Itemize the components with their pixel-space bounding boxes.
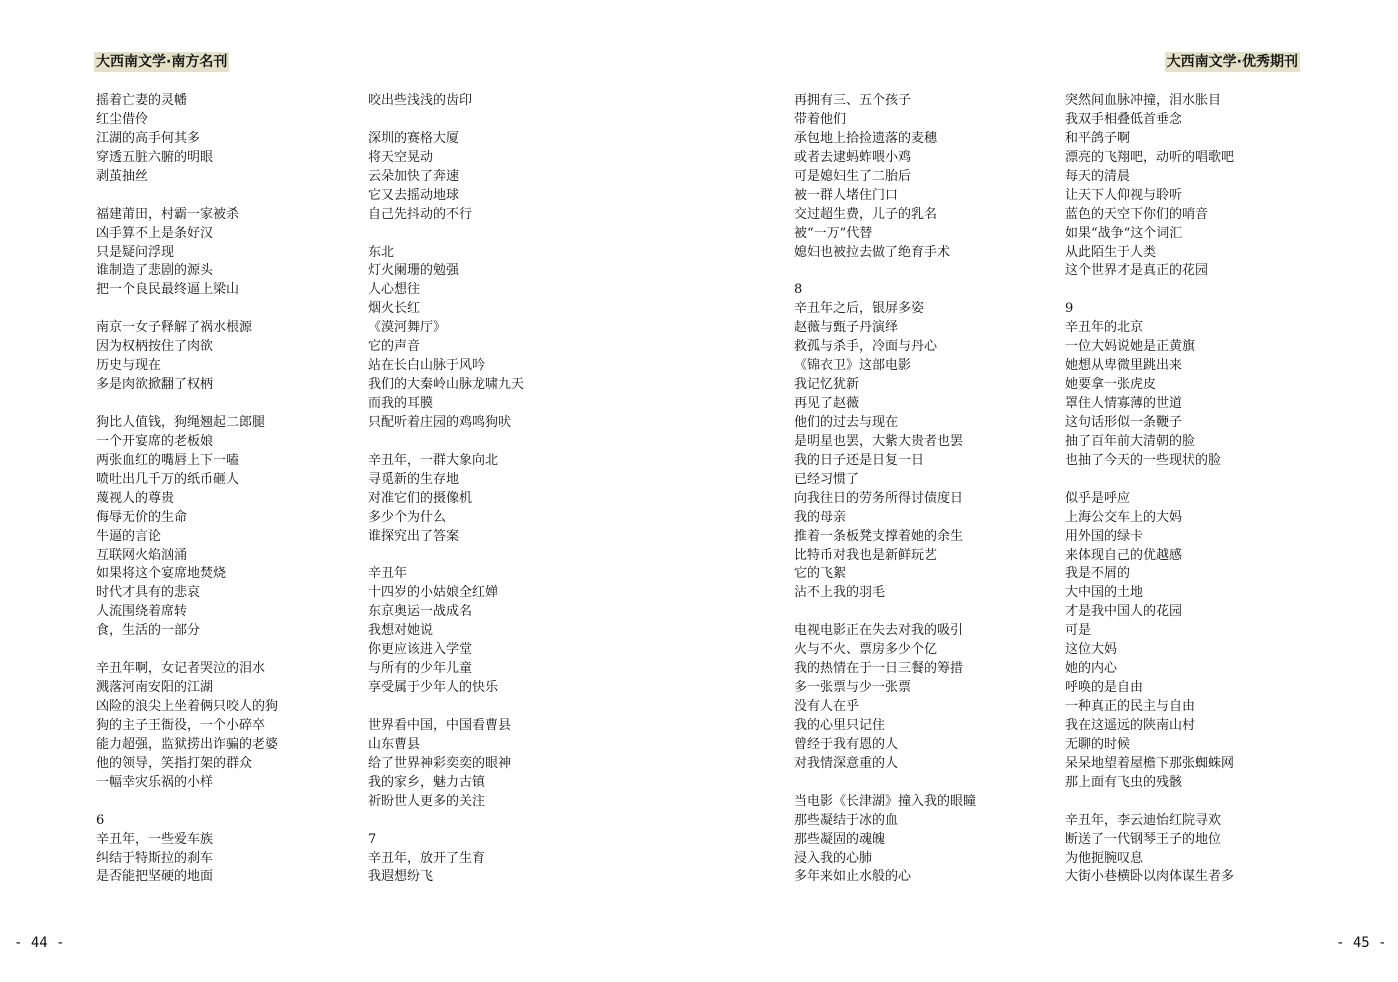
poem-line: 只配听着庄园的鸡鸣狗吠	[368, 414, 512, 430]
poem-line: 呆呆地望着屋檐下那张蜘蛛网	[1065, 755, 1235, 771]
poem-line: 我是不屑的	[1065, 566, 1131, 582]
poem-line: 那些凝结于冰的血	[794, 812, 899, 828]
poem-line: 江湖的高手何其多	[96, 130, 201, 146]
stanza-break	[96, 641, 366, 660]
poem-line: 多少个为什么	[368, 509, 447, 525]
poem-line: 已经习惯了	[794, 471, 860, 487]
poem-line: 和平鸽子啊	[1065, 130, 1131, 146]
poem-line: 我在这遥远的陕南山村	[1065, 717, 1196, 733]
poem-line: 辛丑年之后，银屏多姿	[794, 301, 925, 317]
poem-line: 云朵加快了奔速	[368, 168, 460, 184]
poem-line: 蓝色的天空下你们的哨音	[1065, 206, 1209, 222]
poem-line: 它的飞絮	[794, 566, 847, 582]
poem-line: 她想从卑微里跳出来	[1065, 358, 1183, 374]
poem-line: 那些凝固的魂魄	[794, 831, 886, 847]
poem-line: 人心想往	[368, 282, 421, 298]
poem-line: 它又去摇动地球	[368, 187, 460, 203]
stanza-break	[368, 225, 638, 244]
poem-line: 侮辱无价的生命	[96, 509, 188, 525]
poem-line: 红尘借伶	[96, 111, 149, 127]
poem-line: 蔑视人的尊贵	[96, 490, 175, 506]
poem-line: 无聊的时候	[1065, 736, 1131, 752]
poem-line: 时代才具有的悲哀	[96, 585, 201, 601]
poem-line: 向我往日的劳务所得讨债度日	[794, 490, 964, 506]
poem-line: 我想对她说	[368, 623, 434, 639]
poem-line: 剥茧抽丝	[96, 168, 149, 184]
poem-line: 灯火阑珊的勉强	[368, 263, 460, 279]
poem-line: 才是我中国人的花园	[1065, 604, 1183, 620]
poem-line: 只是疑问浮现	[96, 244, 175, 260]
poem-line: 当电影《长津湖》撞入我的眼瞳	[794, 793, 977, 809]
poem-line: 可是媳妇生了二胎后	[794, 168, 912, 184]
poem-line: 给了世界神彩奕奕的眼神	[368, 755, 512, 771]
poem-line: 让天下人仰视与聆听	[1065, 187, 1183, 203]
poem-line: 凶险的浪尖上坐着俩只咬人的狗	[96, 699, 279, 714]
poem-line: 如果将这个宴席地焚烧	[96, 566, 227, 582]
poem-line: 媳妇也被拉去做了绝育手术	[794, 244, 951, 260]
poem-line: 电视电影正在失去对我的吸引	[794, 623, 964, 639]
poem-line: 享受属于少年人的快乐	[368, 680, 499, 696]
poem-line: 断送了一代钢琴王子的地位	[1065, 831, 1222, 847]
header-right-title: 大西南文学·优秀期刊	[1166, 54, 1298, 70]
poem-line: 祈盼世人更多的关注	[368, 793, 486, 809]
poem-column-4	[1065, 92, 1335, 887]
poem-line: 似乎是呼应	[1065, 490, 1131, 506]
stanza-break	[96, 395, 366, 414]
stanza-break	[368, 547, 638, 566]
poem-line: 大中国的土地	[1065, 585, 1144, 601]
poem-line: 多年来如止水般的心	[794, 869, 912, 885]
poem-line: 福建莆田，村霸一家被杀	[96, 206, 240, 222]
poem-line: 食，生活的一部分	[96, 623, 201, 639]
poem-line: 喷吐出几千万的纸币砸人	[96, 471, 240, 487]
poem-line: 摇着亡妻的灵幡	[96, 93, 188, 108]
poem-line: 我双手相叠低首垂念	[1065, 111, 1183, 127]
stanza-break	[368, 812, 638, 831]
poem-line: 7	[368, 831, 377, 847]
poem-line: 抽了百年前大清朝的脸	[1065, 433, 1196, 449]
poem-line: 站在长白山脉于风吟	[368, 358, 486, 374]
poem-line: 被“一万”代替	[794, 225, 873, 241]
poem-line: 因为权柄按住了肉欲	[96, 339, 214, 355]
poem-column-3	[794, 92, 1064, 887]
page-number-left: - 44 -	[14, 935, 65, 951]
poem-line: 比特币对我也是新鲜玩艺	[794, 547, 938, 563]
stanza-break	[1065, 281, 1335, 300]
poem-line: 她的内心	[1065, 661, 1118, 677]
poem-line: 穿透五脏六腑的明眼	[96, 149, 214, 165]
poem-line: 南京一女子释解了祸水根源	[96, 320, 253, 336]
poem-line: 赵薇与甄子丹演绎	[794, 320, 899, 336]
poem-line: 将天空晃动	[368, 149, 434, 165]
poem-line: 推着一条板凳支撑着她的余生	[794, 528, 964, 544]
poem-line: 漂亮的飞翔吧，动听的唱歌吧	[1065, 149, 1235, 165]
poem-line: 我的母亲	[794, 509, 847, 525]
poem-line: 也抽了今天的一些现状的脸	[1065, 452, 1222, 468]
poem-line: 多是肉欲掀翻了权柄	[96, 377, 214, 393]
stanza-break	[794, 603, 1064, 622]
poem-line: 交过超生费，儿子的乳名	[794, 206, 938, 222]
poem-line: 辛丑年，一些爱车族	[96, 831, 214, 847]
poem-line: 辛丑年的北京	[1065, 320, 1144, 336]
poem-line: 9	[1065, 301, 1074, 317]
header-left-title: 大西南文学·南方名刊	[96, 54, 228, 70]
poem-line: 一种真正的民主与自由	[1065, 699, 1196, 714]
poem-line: 烟火长红	[368, 301, 421, 317]
poem-line: 狗的主子王衙役，一个小碎卒	[96, 717, 266, 733]
poem-line: 一位大妈说她是正黄旗	[1065, 339, 1196, 355]
poem-line: 寻觅新的生存地	[368, 471, 460, 487]
poem-line: 上海公交车上的大妈	[1065, 509, 1183, 525]
poem-line: 谁制造了悲剧的源头	[96, 263, 214, 279]
poem-line: 如果“战争“这个词汇	[1065, 225, 1183, 241]
poem-line: 为他扼腕叹息	[1065, 850, 1144, 866]
poem-line: 来体现自己的优越感	[1065, 547, 1183, 563]
poem-line: 是明星也罢，大紫大贵者也罢	[794, 433, 964, 449]
poem-line: 他的领导，笑指打架的群众	[96, 755, 253, 771]
poem-line: 狗比人值钱，狗绳翘起二郎腿	[96, 414, 266, 430]
poem-line: 我记忆犹新	[794, 377, 860, 393]
stanza-break	[368, 698, 638, 717]
poem-line: 能力超强，监狱捞出诈骗的老婆	[96, 736, 279, 752]
poem-line: 6	[96, 812, 105, 828]
stanza-break	[794, 774, 1064, 793]
stanza-break	[1065, 471, 1335, 490]
poem-line: 我的心里只记住	[794, 717, 886, 733]
poem-line: 而我的耳膜	[368, 396, 434, 411]
poem-line: 或者去逮蚂蚱喂小鸡	[794, 149, 912, 165]
poem-line: 深圳的赛格大厦	[368, 130, 460, 146]
poem-line: 一幅幸灾乐祸的小样	[96, 774, 214, 790]
poem-line: 再见了赵薇	[794, 396, 860, 411]
poem-line: 人流围绕着席转	[96, 604, 188, 620]
poem-line: 辛丑年啊，女记者哭泣的泪水	[96, 661, 266, 677]
poem-line: 《锦衣卫》这部电影	[794, 358, 912, 374]
poem-line: 这句话形似一条鞭子	[1065, 414, 1183, 430]
poem-line: 辛丑年，放开了生育	[368, 850, 486, 866]
poem-line: 东京奥运一战成名	[368, 604, 473, 620]
poem-line: 辛丑年，李云迪怡红院寻欢	[1065, 812, 1222, 828]
poem-line: 被一群人堵住门口	[794, 187, 899, 203]
poem-line: 那上面有飞虫的残骸	[1065, 774, 1183, 790]
poem-line: 自己先抖动的不行	[368, 206, 473, 222]
poem-line: 救孤与杀手，冷面与丹心	[794, 339, 938, 355]
stanza-break	[368, 111, 638, 130]
stanza-break	[1065, 793, 1335, 812]
poem-line: 两张血红的嘴唇上下一嗑	[96, 452, 240, 468]
poem-line: 溅落河南安阳的江湖	[96, 680, 214, 696]
poem-column-1	[96, 92, 366, 887]
poem-line: 一个开宴席的老板娘	[96, 433, 214, 449]
poem-line: 我遐想纷飞	[368, 869, 434, 885]
poem-line: 再拥有三、五个孩子	[794, 93, 912, 108]
poem-line: 这位大妈	[1065, 642, 1118, 658]
poem-line: 辛丑年，一群大象向北	[368, 452, 499, 468]
poem-column-2	[368, 92, 638, 887]
poem-line: 世界看中国，中国看曹县	[368, 717, 512, 733]
poem-line: 用外国的绿卡	[1065, 528, 1144, 544]
poem-line: 我们的大秦岭山脉龙啸九天	[368, 377, 525, 393]
poem-line: 互联网火焰汹涌	[96, 547, 188, 563]
poem-line: 把一个良民最终逼上梁山	[96, 282, 240, 298]
poem-line: 我的家乡，魅力古镇	[368, 774, 486, 790]
poem-line: 可是	[1065, 623, 1092, 639]
poem-line: 辛丑年	[368, 566, 408, 582]
poem-line: 曾经于我有恩的人	[794, 736, 899, 752]
poem-line: 沾不上我的羽毛	[794, 585, 886, 601]
poem-line: 每天的清晨	[1065, 168, 1131, 184]
poem-line: 对我情深意重的人	[794, 755, 899, 771]
poem-line: 8	[794, 282, 803, 298]
poem-line: 火与不火、票房多少个亿	[794, 642, 938, 658]
poem-line: 我的热情在于一日三餐的筹措	[794, 661, 964, 677]
poem-line: 突然间血脉冲撞，泪水胀目	[1065, 93, 1222, 108]
stanza-break	[96, 300, 366, 319]
poem-line: 谁探究出了答案	[368, 528, 460, 544]
poem-line: 它的声音	[368, 339, 421, 355]
poem-line: 多一张票与少一张票	[794, 680, 912, 696]
poem-line: 罩住人情寡薄的世道	[1065, 396, 1183, 411]
poem-line: 你更应该进入学堂	[368, 642, 473, 658]
poem-line: 历史与现在	[96, 358, 162, 374]
poem-line: 这个世界才是真正的花园	[1065, 263, 1209, 279]
stanza-break	[794, 262, 1064, 281]
poem-line: 是否能把坚硬的地面	[96, 869, 214, 885]
poem-line: 呼唤的是自由	[1065, 680, 1144, 696]
poem-line: 对准它们的摄像机	[368, 490, 473, 506]
poem-line: 东北	[368, 244, 395, 260]
poem-line: 浸入我的心肺	[794, 850, 873, 866]
poem-line: 从此陌生于人类	[1065, 244, 1157, 260]
poem-line: 咬出些浅浅的齿印	[368, 93, 473, 108]
poem-line: 承包地上拾捡遗落的麦穗	[794, 130, 938, 146]
poem-line: 没有人在乎	[794, 699, 860, 714]
poem-line: 带着他们	[794, 111, 847, 127]
poem-line: 牛逼的言论	[96, 528, 162, 544]
poem-line: 与所有的少年儿童	[368, 661, 473, 677]
poem-line: 大街小巷横卧以肉体谋生者多	[1065, 869, 1235, 885]
page-number-right: - 45 -	[1336, 935, 1387, 951]
poem-line: 山东曹县	[368, 736, 421, 752]
poem-line: 我的日子还是日复一日	[794, 452, 925, 468]
poem-line: 《漠河舞厅》	[368, 320, 447, 336]
poem-line: 她要拿一张虎皮	[1065, 377, 1157, 393]
poem-line: 他们的过去与现在	[794, 414, 899, 430]
poem-line: 十四岁的小姑娘全红婵	[368, 585, 499, 601]
stanza-break	[96, 793, 366, 812]
stanza-break	[368, 433, 638, 452]
stanza-break	[96, 187, 366, 206]
poem-line: 凶手算不上是条好汉	[96, 225, 214, 241]
poem-line: 纠结于特斯拉的刹车	[96, 850, 214, 866]
